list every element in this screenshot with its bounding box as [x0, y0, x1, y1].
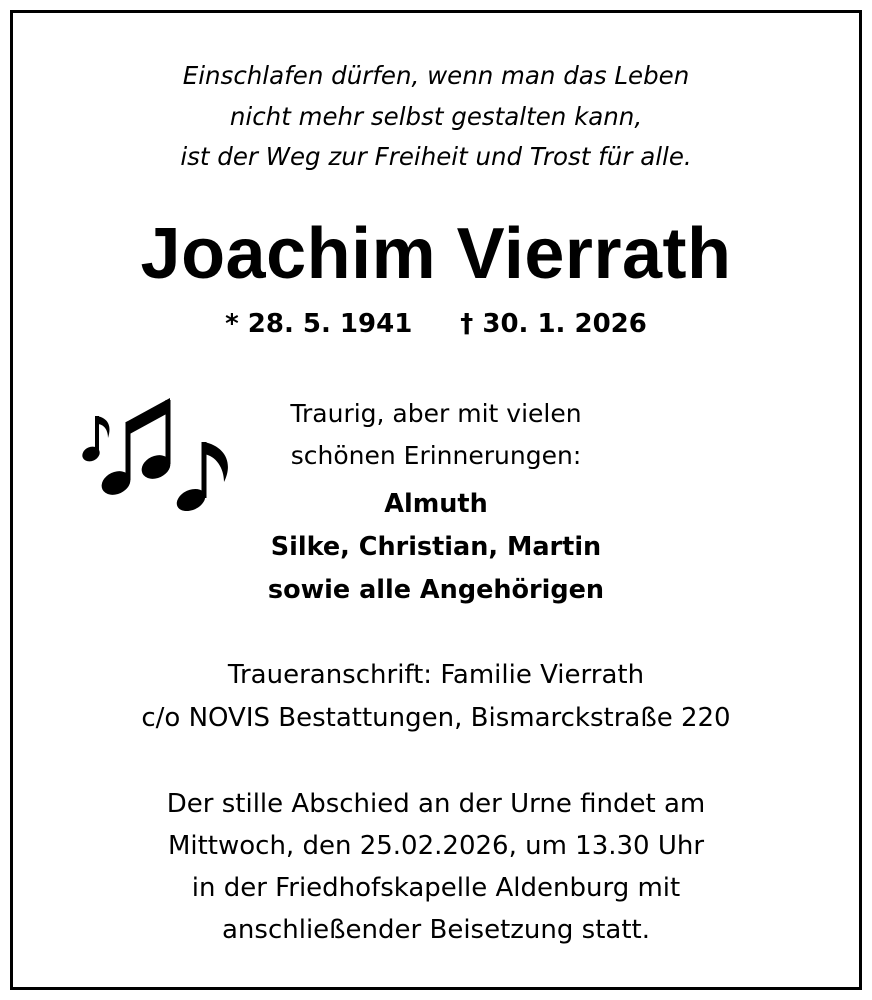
family-line-1: Almuth [384, 489, 488, 519]
farewell-line-3: in der Friedhofskapelle Aldenburg mit [191, 873, 681, 903]
memorial-verse [0, 56, 872, 178]
mourning-line-1: Traurig, aber mit vielen [290, 399, 582, 428]
family-line-2: Silke, Christian, Martin [270, 532, 602, 562]
birth-date: * 28. 5. 1941 [225, 309, 413, 339]
life-dates [0, 304, 872, 344]
music-notes-icon [78, 390, 232, 512]
eighth-note-small-icon [80, 416, 110, 464]
mourning-line-2: schönen Erinnerungen: [290, 441, 582, 470]
death-date: † 30. 1. 2026 [460, 309, 647, 339]
verse-line-1: Einschlafen dürfen, wenn man das Leben [182, 61, 690, 90]
family-line-3: sowie alle Angehörigen [267, 575, 605, 605]
farewell-line-4: anschließender Beisetzung statt. [222, 915, 650, 945]
address-line-1: Traueranschrift: Familie Vierrath [227, 660, 645, 690]
farewell-line-2: Mittwoch, den 25.02.2026, um 13.30 Uhr [167, 831, 705, 861]
verse-line-2: nicht mehr selbst gestalten kann, [229, 101, 643, 131]
eighth-note-large-icon [173, 442, 228, 512]
deceased-name: Joachim Vierrath [140, 214, 732, 294]
address-line-2: c/o NOVIS Bestattungen, Bismarckstraße 220 [141, 703, 731, 733]
farewell-line-1: Der stille Abschied an der Urne findet am [166, 789, 706, 819]
verse-line-3: ist der Weg zur Freiheit und Trost für alle. [180, 142, 692, 171]
beamed-notes-icon [98, 398, 174, 499]
